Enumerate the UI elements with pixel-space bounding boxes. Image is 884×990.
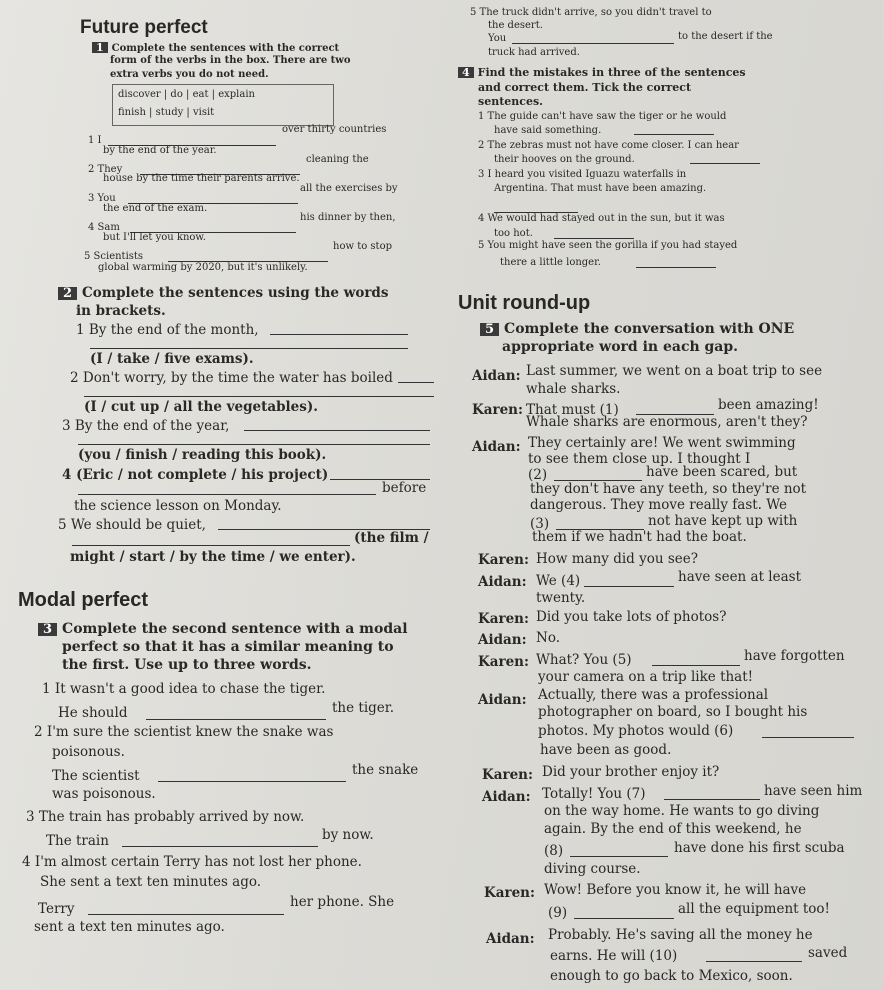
ex3-q2-cont: poisonous. (52, 744, 125, 760)
ex3-q3-start: The train (46, 833, 109, 849)
dialogue-line: saved (808, 945, 848, 961)
answer-gap[interactable] (84, 396, 434, 397)
speaker-aidan: Aidan: (472, 368, 521, 384)
dialogue-line: Last summer, we went on a boat trip to see (526, 363, 823, 379)
dialogue-line: photos. My photos would (6) (538, 723, 734, 739)
ex2-q1-prompt: (I / take / five exams). (90, 351, 254, 367)
dialogue-line: Probably. He's saving all the money he (548, 927, 813, 943)
answer-gap[interactable] (512, 43, 674, 44)
dialogue-line: have seen him (764, 783, 863, 799)
ex1-q4-cont: but I'll let you know. (103, 232, 206, 243)
ex3-q4: 4 I'm almost certain Terry has not lost her phone. (22, 854, 362, 870)
exercise-1-instruction-line2: form of the verbs in the box. There are two (110, 55, 351, 66)
ex2-q5-prompt-cont: might / start / by the time / we enter). (70, 549, 356, 565)
answer-gap-10[interactable] (706, 961, 802, 962)
ex1-q5: 5 Scientists (84, 251, 144, 262)
dialogue-line: How many did you see? (536, 551, 698, 567)
ex3-q1: 1 It wasn't a good idea to chase the tiger. (42, 681, 326, 697)
ex1-q1-text: over thirty countries (282, 124, 387, 135)
answer-gap[interactable] (88, 914, 284, 915)
exercise-4-instruction: 4 Find the mistakes in three of the sentences (458, 67, 746, 78)
section-title-unit-round-up: Unit round-up (458, 292, 591, 314)
dialogue-line: been amazing! (718, 397, 819, 413)
answer-gap-8[interactable] (570, 856, 668, 857)
ex3-q2-mid: the snake (352, 762, 419, 778)
speaker-karen: Karen: (478, 552, 529, 568)
answer-gap-7[interactable] (664, 799, 760, 800)
answer-gap[interactable] (634, 134, 714, 135)
speaker-aidan: Aidan: (478, 632, 527, 648)
dialogue-line: (3) (530, 516, 550, 532)
ex2-q4-cont: the science lesson on Monday. (74, 498, 282, 514)
answer-gap-9[interactable] (574, 918, 674, 919)
ex3-q3: 3 The train has probably arrived by now. (26, 809, 305, 825)
ex2-q5: 5 We should be quiet, (58, 517, 206, 533)
ex3-q4-cont: She sent a text ten minutes ago. (40, 874, 262, 890)
exercise-3-instruction-line2: perfect so that it has a similar meaning to (62, 639, 394, 655)
dialogue-line: dangerous. They move really fast. We (530, 497, 788, 513)
ex4-q2-cont: their hooves on the ground. (494, 154, 635, 165)
section-title-future-perfect: Future perfect (80, 17, 208, 38)
dialogue-line: they don't have any teeth, so they're not (530, 481, 807, 497)
answer-gap-4[interactable] (584, 586, 674, 587)
dialogue-line: twenty. (536, 590, 586, 606)
ex4-q1: 1 The guide can't have saw the tiger or he would (478, 111, 727, 122)
dialogue-line: What? You (5) (536, 652, 632, 668)
speaker-aidan: Aidan: (478, 692, 527, 708)
ex1-q3-text: all the exercises by (300, 183, 398, 194)
dialogue-line: all the equipment too! (678, 901, 830, 917)
exercise-3-instruction-line3: the first. Use up to three words. (62, 657, 312, 673)
ex1-q3-cont: the end of the exam. (103, 203, 208, 214)
answer-gap-5[interactable] (652, 665, 740, 666)
answer-gap[interactable] (78, 494, 376, 495)
ex4-q5-cont: there a little longer. (500, 257, 601, 268)
dialogue-line: have been scared, but (646, 464, 798, 480)
ex1-q4: 4 Sam (88, 222, 120, 233)
ex-q5-top: 5 The truck didn't arrive, so you didn't travel to (470, 7, 712, 18)
dialogue-line: (2) (528, 467, 548, 483)
ex3-q4-start: Terry (38, 901, 75, 917)
dialogue-line: They certainly are! We went swimming (528, 435, 796, 451)
answer-gap[interactable] (636, 267, 716, 268)
ex3-q3-end: by now. (322, 827, 374, 843)
ex2-q5-prompt: (the film / (354, 530, 429, 546)
ex2-q2-prompt: (I / cut up / all the vegetables). (84, 399, 318, 415)
ex3-q4-end: sent a text ten minutes ago. (34, 919, 225, 935)
speaker-aidan: Aidan: (482, 789, 531, 805)
ex1-q2: 2 They (88, 164, 123, 175)
dialogue-line: We (4) (536, 573, 581, 589)
ex1-q5-cont: global warming by 2020, but it's unlikely. (98, 262, 308, 273)
ex4-q4-cont: too hot. (494, 228, 533, 239)
ex2-q2: 2 Don't worry, by the time the water has boiled (70, 370, 393, 386)
dialogue-line: them if we hadn't had the boat. (532, 529, 747, 545)
ex1-q5-text: how to stop (333, 241, 392, 252)
answer-gap[interactable] (122, 846, 318, 847)
answer-gap[interactable] (554, 238, 634, 239)
dialogue-line: to see them close up. I thought I (528, 451, 751, 467)
speaker-aidan: Aidan: (478, 574, 527, 590)
ex3-q2-end: was poisonous. (52, 786, 156, 802)
ex1-q1: 1 I (88, 135, 102, 146)
ex2-q3: 3 By the end of the year, (62, 418, 230, 434)
speaker-aidan: Aidan: (486, 931, 535, 947)
speaker-karen: Karen: (478, 654, 529, 670)
dialogue-line: No. (536, 630, 560, 646)
exercise-3-instruction: 3 Complete the second sentence with a modal (38, 622, 408, 636)
ex4-q5: 5 You might have seen the gorilla if you had stayed (478, 240, 738, 251)
answer-gap[interactable] (244, 430, 430, 431)
dialogue-line: Actually, there was a professional (538, 687, 769, 703)
answer-gap-6[interactable] (762, 737, 854, 738)
ex3-q2-start: The scientist (52, 768, 140, 784)
dialogue-line: again. By the end of this weekend, he (544, 821, 802, 837)
dialogue-line: have done his first scuba (674, 840, 845, 856)
exercise-4-instruction-line3: sentences. (478, 95, 543, 108)
dialogue-line: whale sharks. (526, 381, 621, 397)
ex1-q4-text: his dinner by then, (300, 212, 396, 223)
dialogue-line: have forgotten (744, 648, 845, 664)
dialogue-line: Whale sharks are enormous, aren't they? (526, 414, 808, 430)
speaker-karen: Karen: (472, 402, 523, 418)
ex2-q1: 1 By the end of the month, (76, 322, 259, 338)
dialogue-line: Wow! Before you know it, he will have (544, 882, 807, 898)
ex2-q3-prompt: (you / finish / reading this book). (78, 447, 327, 463)
ex2-q4-before: before (382, 480, 427, 496)
ex3-q2: 2 I'm sure the scientist knew the snake was (34, 724, 334, 740)
dialogue-line: (8) (544, 843, 564, 859)
dialogue-line: on the way home. He wants to go diving (544, 803, 820, 819)
answer-gap[interactable] (690, 163, 760, 164)
ex-q5-top-start: You (488, 33, 507, 44)
answer-gap[interactable] (78, 444, 430, 445)
answer-gap[interactable] (158, 781, 346, 782)
speaker-karen: Karen: (484, 885, 535, 901)
ex1-q1-cont: by the end of the year. (103, 145, 217, 156)
ex1-q2-text: cleaning the (306, 154, 369, 165)
ex4-q2: 2 The zebras must not have come closer. I can hear (478, 140, 739, 151)
dialogue-line: Totally! You (7) (542, 786, 646, 802)
ex4-q1-cont: have said something. (494, 125, 602, 136)
exercise-1-instruction-line3: extra verbs you do not need. (110, 69, 269, 80)
dialogue-line: have been as good. (540, 742, 672, 758)
dialogue-line: have seen at least (678, 569, 802, 585)
dialogue-line: That must (1) (526, 402, 619, 418)
dialogue-line: diving course. (544, 861, 641, 877)
ex-q5-top-cont: the desert. (488, 20, 543, 31)
exercise-5-instruction: 5 Complete the conversation with ONE (480, 322, 794, 336)
ex3-q1-start: He should (58, 705, 128, 721)
speaker-aidan: Aidan: (472, 439, 521, 455)
speaker-karen: Karen: (482, 767, 533, 783)
ex3-q1-end: the tiger. (332, 700, 395, 716)
answer-gap[interactable] (146, 719, 326, 720)
exercise-5-instruction-line2: appropriate word in each gap. (502, 339, 739, 355)
word-box-row1: discover | do | eat | explain (118, 89, 255, 100)
ex4-q3-cont: Argentina. That must have been amazing. (494, 183, 707, 194)
exercise-1-instruction: 1 Complete the sentences with the correct (92, 42, 339, 54)
dialogue-line: enough to go back to Mexico, soon. (550, 968, 793, 984)
answer-gap[interactable] (72, 545, 350, 546)
ex-q5-top-end: truck had arrived. (488, 47, 580, 58)
ex-q5-top-mid: to the desert if the (678, 31, 773, 42)
ex1-q2-cont: house by the time their parents arrive. (103, 173, 300, 184)
ex3-q4-mid: her phone. She (290, 894, 395, 910)
ex1-q3: 3 You (88, 193, 116, 204)
answer-gap[interactable] (270, 334, 408, 335)
dialogue-line: Did you take lots of photos? (536, 609, 727, 625)
exercise-2-instruction-line2: in brackets. (76, 303, 166, 319)
dialogue-line: earns. He will (10) (550, 948, 678, 964)
speaker-karen: Karen: (478, 611, 529, 627)
answer-gap[interactable] (90, 348, 408, 349)
answer-gap[interactable] (398, 382, 434, 383)
word-box-row2: finish | study | visit (118, 107, 215, 118)
section-title-modal-perfect: Modal perfect (18, 589, 149, 611)
dialogue-line: Did your brother enjoy it? (542, 764, 720, 780)
exercise-4-instruction-line2: and correct them. Tick the correct (478, 81, 692, 94)
dialogue-line: (9) (548, 905, 568, 921)
dialogue-line: photographer on board, so I bought his (538, 704, 808, 720)
exercise-2-instruction: 2 Complete the sentences using the words (58, 287, 388, 301)
dialogue-line: not have kept up with (648, 513, 798, 529)
ex2-q4: 4 (Eric / not complete / his project) (62, 467, 329, 483)
ex4-q4: 4 We would had stayed out in the sun, but it was (478, 213, 725, 224)
dialogue-line: your camera on a trip like that! (538, 669, 754, 685)
ex4-q3: 3 I heard you visited Iguazu waterfalls in (478, 169, 687, 180)
